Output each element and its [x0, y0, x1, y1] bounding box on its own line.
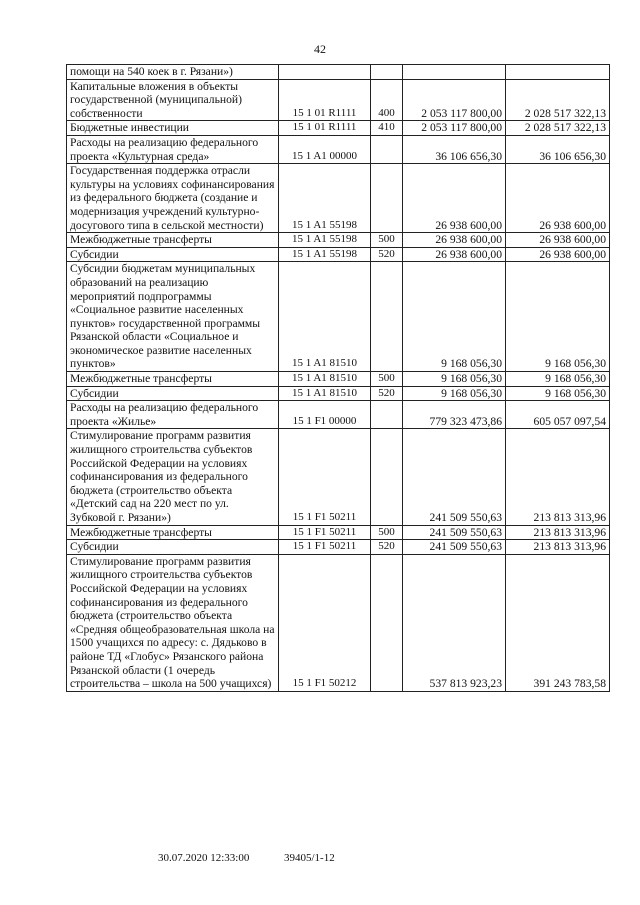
row-expense-type: 520	[371, 540, 403, 555]
table-row	[67, 121, 610, 136]
row-name: Субсидии	[67, 386, 279, 401]
table-row	[67, 65, 610, 80]
row-expense-type: 500	[371, 372, 403, 387]
row-expense-type	[371, 554, 403, 691]
row-name: Государственная поддержка отрасли культуры на условиях софинансирования из федерального бюджета (создание и модернизация учреждений культурно-досугового типа в сельской местности)	[67, 164, 279, 233]
footer-timestamp: 30.07.2020 12:33:00	[158, 852, 250, 864]
row-code: 15 1 A1 81510	[279, 386, 371, 401]
table-row	[67, 525, 610, 540]
row-expense-type	[371, 65, 403, 80]
row-sum-2: 391 243 783,58	[506, 554, 610, 691]
row-sum-2: 213 813 313,96	[506, 525, 610, 540]
row-code: 15 1 F1 00000	[279, 401, 371, 429]
row-name: помощи на 540 коек в г. Рязани»)	[67, 65, 279, 80]
row-sum-1: 9 168 056,30	[403, 262, 506, 372]
table-row	[67, 135, 610, 163]
row-sum-1: 26 938 600,00	[403, 247, 506, 262]
row-sum-1: 537 813 923,23	[403, 554, 506, 691]
row-expense-type	[371, 135, 403, 163]
row-code: 15 1 F1 50212	[279, 554, 371, 691]
row-code: 15 1 A1 55198	[279, 247, 371, 262]
row-name: Межбюджетные трансферты	[67, 233, 279, 248]
row-sum-1: 9 168 056,30	[403, 372, 506, 387]
row-expense-type: 410	[371, 121, 403, 136]
row-sum-2: 2 028 517 322,13	[506, 121, 610, 136]
row-code: 15 1 A1 00000	[279, 135, 371, 163]
page-number: 42	[314, 42, 326, 56]
row-sum-1: 26 938 600,00	[403, 233, 506, 248]
table-row	[67, 247, 610, 262]
row-sum-2: 9 168 056,30	[506, 386, 610, 401]
table-row	[67, 164, 610, 233]
row-expense-type: 500	[371, 233, 403, 248]
table-row	[67, 262, 610, 372]
row-code: 15 1 F1 50211	[279, 429, 371, 525]
table-row	[67, 386, 610, 401]
row-sum-1: 26 938 600,00	[403, 164, 506, 233]
row-sum-2: 36 106 656,30	[506, 135, 610, 163]
row-sum-2: 213 813 313,96	[506, 429, 610, 525]
row-name: Стимулирование программ развития жилищного строительства субъектов Российской Федерации на условиях софинансирования из федерального бюджета (строительство объекта «Средняя общеобразовательная школа на 1500 учащихся по адресу: с. Дядьково в районе ТД «Глобус» Рязанского района Рязанской области (1 очередь строительства – школа на 500 учащихся)	[67, 554, 279, 691]
row-name: Субсидии	[67, 540, 279, 555]
row-expense-type	[371, 262, 403, 372]
row-expense-type	[371, 429, 403, 525]
row-expense-type: 520	[371, 247, 403, 262]
row-code: 15 1 F1 50211	[279, 525, 371, 540]
row-sum-2	[506, 65, 610, 80]
row-code	[279, 65, 371, 80]
row-sum-1: 2 053 117 800,00	[403, 79, 506, 121]
row-sum-2: 9 168 056,30	[506, 262, 610, 372]
row-sum-2: 9 168 056,30	[506, 372, 610, 387]
row-name: Расходы на реализацию федерального проекта «Культурная среда»	[67, 135, 279, 163]
row-code: 15 1 A1 81510	[279, 372, 371, 387]
row-sum-1: 241 509 550,63	[403, 429, 506, 525]
row-code: 15 1 F1 50211	[279, 540, 371, 555]
row-sum-1: 36 106 656,30	[403, 135, 506, 163]
row-expense-type	[371, 401, 403, 429]
row-expense-type: 520	[371, 386, 403, 401]
row-name: Расходы на реализацию федерального проекта «Жилье»	[67, 401, 279, 429]
row-name: Субсидии	[67, 247, 279, 262]
row-sum-2: 213 813 313,96	[506, 540, 610, 555]
budget-table	[66, 64, 610, 692]
row-sum-1	[403, 65, 506, 80]
row-expense-type	[371, 164, 403, 233]
footer-doc-number: 39405/1-12	[284, 852, 335, 864]
row-sum-2: 605 057 097,54	[506, 401, 610, 429]
row-name: Стимулирование программ развития жилищного строительства субъектов Российской Федерации на условиях софинансирования из федерального бюджета (строительство объекта «Детский сад на 220 мест по ул. Зубковой г. Рязани»)	[67, 429, 279, 525]
table-row	[67, 554, 610, 691]
row-sum-1: 779 323 473,86	[403, 401, 506, 429]
row-code: 15 1 A1 55198	[279, 164, 371, 233]
row-sum-1: 241 509 550,63	[403, 540, 506, 555]
row-sum-1: 241 509 550,63	[403, 525, 506, 540]
row-sum-1: 2 053 117 800,00	[403, 121, 506, 136]
table-row	[67, 540, 610, 555]
table-row	[67, 233, 610, 248]
row-sum-2: 26 938 600,00	[506, 164, 610, 233]
row-sum-2: 26 938 600,00	[506, 247, 610, 262]
row-sum-2: 26 938 600,00	[506, 233, 610, 248]
row-sum-1: 9 168 056,30	[403, 386, 506, 401]
row-code: 15 1 01 R1111	[279, 79, 371, 121]
table-row	[67, 79, 610, 121]
table-row	[67, 429, 610, 525]
row-expense-type: 400	[371, 79, 403, 121]
row-name: Межбюджетные трансферты	[67, 372, 279, 387]
row-name: Капитальные вложения в объекты государственной (муниципальной) собственности	[67, 79, 279, 121]
table-row	[67, 372, 610, 387]
table-row	[67, 401, 610, 429]
row-name: Бюджетные инвестиции	[67, 121, 279, 136]
row-code: 15 1 01 R1111	[279, 121, 371, 136]
row-name: Межбюджетные трансферты	[67, 525, 279, 540]
row-code: 15 1 A1 81510	[279, 262, 371, 372]
row-sum-2: 2 028 517 322,13	[506, 79, 610, 121]
row-name: Субсидии бюджетам муниципальных образований на реализацию мероприятий подпрограммы «Социальное развитие населенных пунктов» государственной программы Рязанской области «Социальное и экономическое развитие населенных пунктов»	[67, 262, 279, 372]
row-code: 15 1 A1 55198	[279, 233, 371, 248]
row-expense-type: 500	[371, 525, 403, 540]
